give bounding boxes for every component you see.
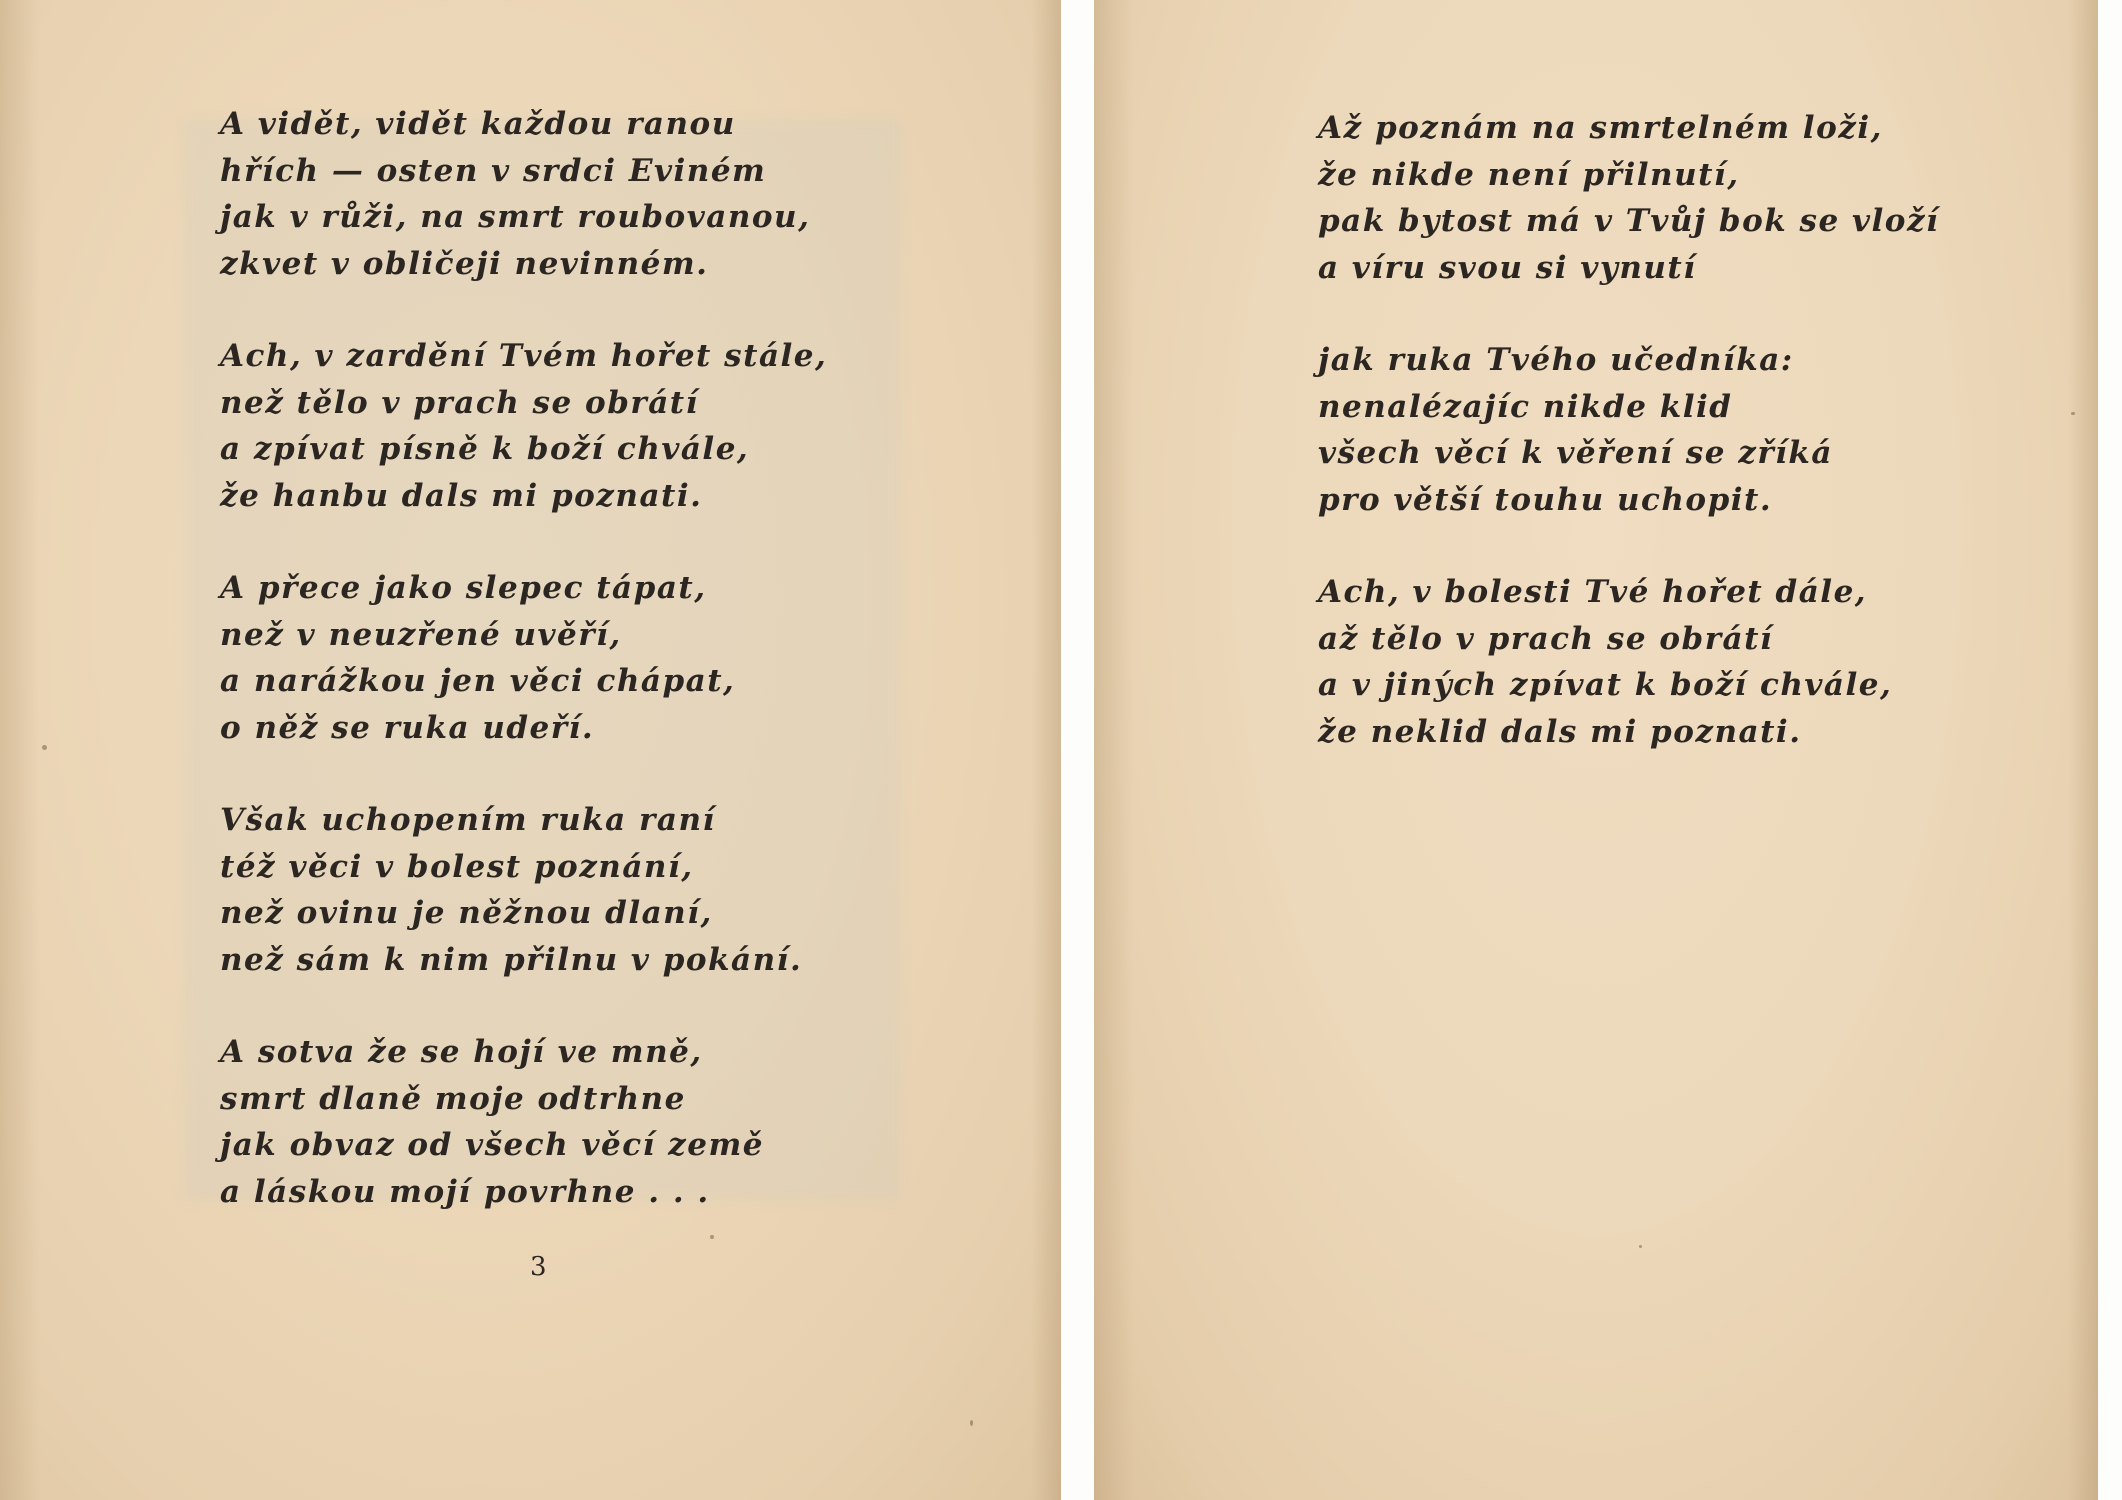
page-number: 3 [530, 1252, 547, 1282]
poem-line: a láskou mojí povrhne . . . [220, 1173, 710, 1210]
page-shadow [0, 0, 40, 1500]
poem-line: a narážkou jen věci chápat, [220, 663, 736, 699]
poem-line: Ach, v bolesti Tvé hořet dále, [1318, 574, 1868, 610]
paper-speck [970, 1420, 973, 1426]
poem-line: Však uchopením ruka raní [220, 802, 716, 838]
poem-line: než v neuzřené uvěří, [220, 616, 622, 653]
stanza [220, 101, 827, 287]
poem-line: a víru svou si vynutí [1318, 249, 1697, 286]
poem-line: pak bytost má v Tvůj bok se vloží [1318, 203, 1940, 239]
page-shadow [2068, 0, 2098, 1500]
paper-speck [1639, 1245, 1642, 1248]
poem-line: že hanbu dals mi poznati. [220, 477, 703, 514]
stanza [220, 797, 827, 983]
poem-line: jak obvaz od všech věcí země [220, 1127, 764, 1163]
poem-line: hřích — osten v srdci Eviném [220, 152, 767, 189]
poem-line: smrt dlaně moje odtrhne [220, 1080, 686, 1117]
stanza [220, 565, 827, 751]
stanza [1318, 105, 1939, 291]
stanza [1318, 569, 1939, 755]
page-shadow [1094, 0, 1134, 1500]
poem-line: nenalézajíc nikde klid [1318, 388, 1733, 425]
stanza [1318, 337, 1939, 523]
poem-line: než sám k nim přilnu v pokání. [220, 941, 803, 978]
poem-text [220, 101, 827, 1261]
stanza [220, 333, 827, 519]
poem-line: A přece jako slepec tápat, [220, 570, 707, 606]
paper-speck [42, 745, 47, 750]
poem-line: A vidět, vidět každou ranou [220, 106, 736, 142]
poem-line: že neklid dals mi poznati. [1318, 713, 1802, 750]
poem-line: než tělo v prach se obrátí [220, 384, 699, 421]
poem-line: jak ruka Tvého učedníka: [1318, 342, 1794, 378]
poem-line: a zpívat písně k boží chvále, [220, 431, 750, 467]
poem-line: jak v růži, na smrt roubovanou, [220, 199, 811, 235]
paper-speck [2071, 412, 2075, 415]
page-shadow [1031, 0, 1061, 1500]
poem-line: že nikde není přilnutí, [1318, 156, 1740, 193]
poem-line: a v jiných zpívat k boží chvále, [1318, 667, 1893, 703]
poem-line: o něž se ruka udeří. [220, 709, 595, 746]
stanza [220, 1029, 827, 1215]
poem-line: všech věcí k věření se zříká [1318, 435, 1833, 471]
poem-line: též věci v bolest poznání, [220, 848, 694, 885]
paper-speck [710, 1235, 714, 1239]
poem-text [1318, 105, 1939, 801]
poem-line: A sotva že se hojí ve mně, [220, 1034, 703, 1070]
poem-line: pro větší touhu uchopit. [1318, 481, 1773, 518]
poem-line: až tělo v prach se obrátí [1318, 620, 1774, 657]
poem-line: zkvet v obličeji nevinném. [220, 245, 709, 282]
poem-line: Ach, v zardění Tvém hořet stále, [220, 338, 828, 374]
poem-line: než ovinu je něžnou dlaní, [220, 895, 713, 931]
right-page [1094, 0, 2098, 1500]
poem-line: Až poznám na smrtelném loži, [1318, 110, 1883, 146]
